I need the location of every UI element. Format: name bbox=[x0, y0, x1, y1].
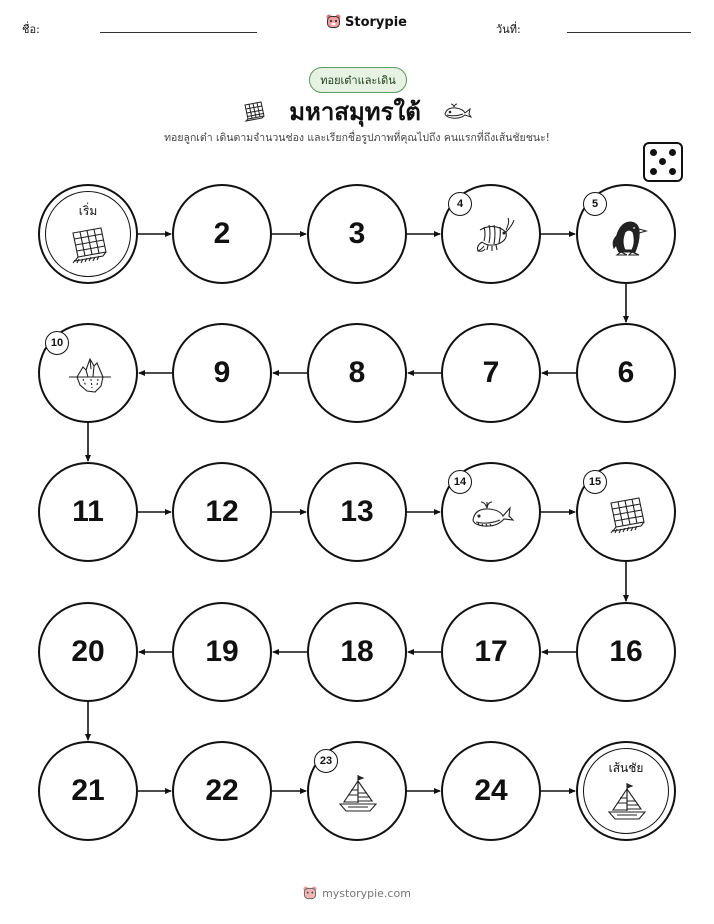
space-number: 24 bbox=[474, 774, 508, 807]
space-number: 19 bbox=[205, 635, 239, 668]
board-space-17 bbox=[441, 602, 541, 702]
space-number: 2 bbox=[213, 217, 231, 250]
space-number: 9 bbox=[213, 356, 231, 389]
start-space bbox=[38, 184, 138, 284]
shrimp-icon bbox=[470, 216, 516, 256]
board-space-9 bbox=[172, 323, 272, 423]
board-space-14 bbox=[441, 462, 541, 562]
space-number: 6 bbox=[617, 356, 635, 389]
space-number: 21 bbox=[71, 774, 105, 807]
sailboat-icon bbox=[336, 773, 382, 813]
footer-url[interactable]: mystorypie.com bbox=[322, 887, 411, 900]
board-space-22 bbox=[172, 741, 272, 841]
name-label: ชื่อ: bbox=[22, 23, 40, 36]
space-number-badge: 15 bbox=[583, 470, 607, 494]
blanket-icon bbox=[67, 224, 113, 264]
board-space-16 bbox=[576, 602, 676, 702]
board-space-2 bbox=[172, 184, 272, 284]
storypie-bear-icon bbox=[303, 886, 317, 901]
space-number: 17 bbox=[474, 635, 508, 668]
board-space-3 bbox=[307, 184, 407, 284]
finish-label: เส้นชัย bbox=[608, 761, 644, 775]
space-number-badge: 5 bbox=[583, 192, 607, 216]
board-space-13 bbox=[307, 462, 407, 562]
board-space-23 bbox=[307, 741, 407, 841]
space-number: 22 bbox=[205, 774, 239, 807]
penguin-icon bbox=[605, 216, 651, 256]
board-space-21 bbox=[38, 741, 138, 841]
brand-name: Storypie bbox=[345, 14, 407, 30]
start-label: เริ่ม bbox=[78, 204, 98, 218]
blanket-icon bbox=[605, 494, 651, 534]
board-space-11 bbox=[38, 462, 138, 562]
board-space-7 bbox=[441, 323, 541, 423]
board-space-6 bbox=[576, 323, 676, 423]
space-number-badge: 14 bbox=[448, 470, 472, 494]
board-space-19 bbox=[172, 602, 272, 702]
space-number: 13 bbox=[340, 495, 374, 528]
board-space-5 bbox=[576, 184, 676, 284]
board-space-10 bbox=[38, 323, 138, 423]
board-space-18 bbox=[307, 602, 407, 702]
date-label: วันที่: bbox=[496, 23, 521, 36]
board-space-12 bbox=[172, 462, 272, 562]
space-number-badge: 10 bbox=[45, 331, 69, 355]
space-number-badge: 23 bbox=[314, 749, 338, 773]
space-number-badge: 4 bbox=[448, 192, 472, 216]
sailboat-icon bbox=[605, 781, 651, 821]
activity-tag: ทอยเต๋าและเดิน bbox=[309, 67, 407, 93]
space-number: 11 bbox=[72, 495, 104, 528]
board-space-15 bbox=[576, 462, 676, 562]
space-number: 18 bbox=[340, 635, 374, 668]
instructions: ทอยลูกเต๋า เดินตามจำนวนช่อง และเรียกชื่อรูปภาพที่คุณไปถึง คนแรกที่ถึงเส้นชัยชนะ! bbox=[164, 132, 550, 144]
footer bbox=[0, 886, 714, 901]
space-number: 3 bbox=[348, 217, 366, 250]
whale-icon bbox=[470, 494, 516, 534]
board-space-8 bbox=[307, 323, 407, 423]
space-number: 7 bbox=[482, 356, 500, 389]
title-text: มหาสมุทรใต้ bbox=[289, 98, 421, 126]
board-space-20 bbox=[38, 602, 138, 702]
space-number: 20 bbox=[71, 635, 105, 668]
iceberg-icon bbox=[67, 355, 113, 395]
board-space-24 bbox=[441, 741, 541, 841]
space-number: 8 bbox=[348, 356, 366, 389]
board-space-4 bbox=[441, 184, 541, 284]
space-number: 12 bbox=[205, 495, 239, 528]
space-number: 16 bbox=[609, 635, 643, 668]
finish-space bbox=[576, 741, 676, 841]
